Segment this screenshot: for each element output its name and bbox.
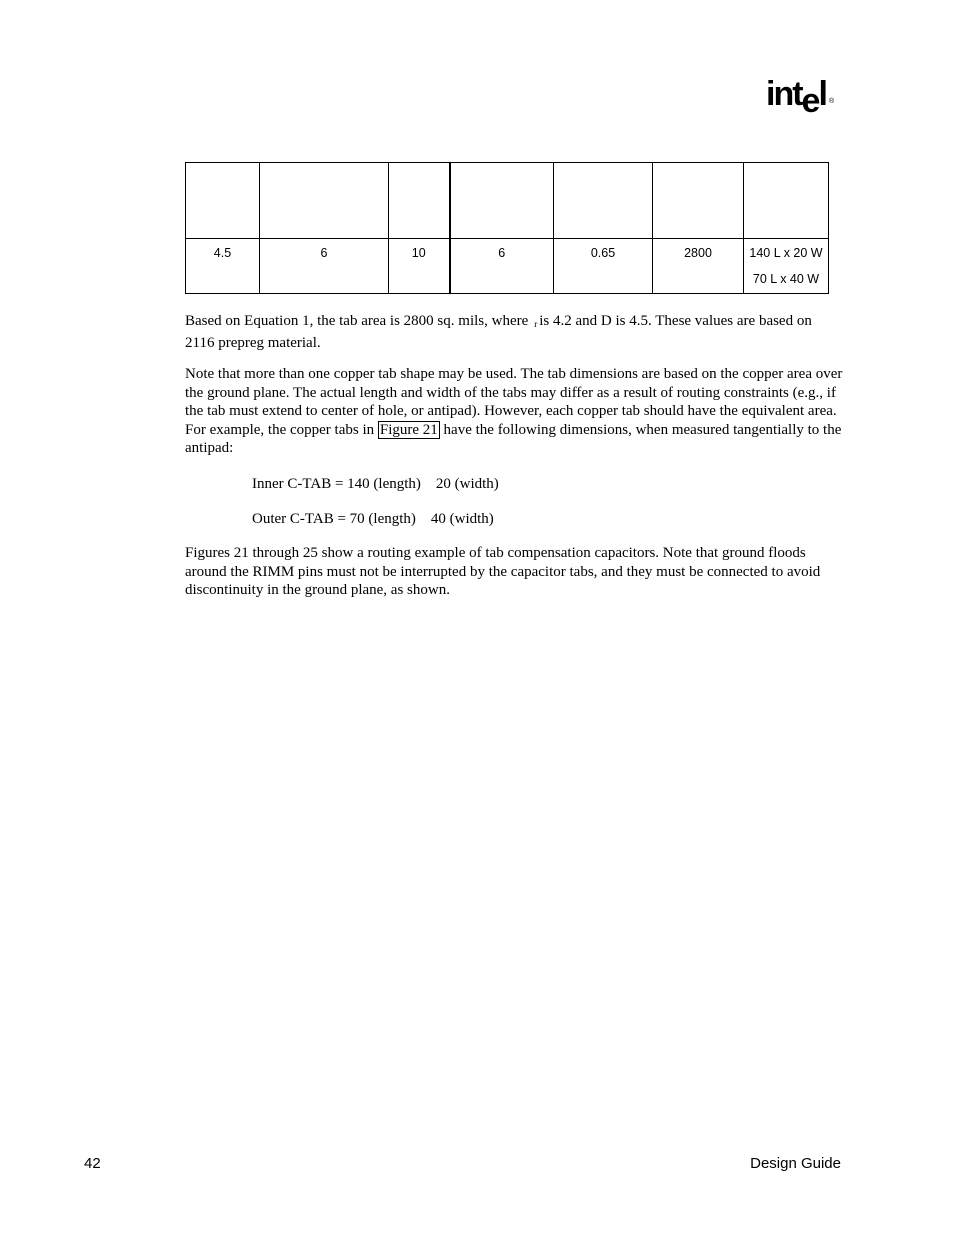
- table-header-cell: [450, 163, 554, 239]
- table-cell: 2800: [653, 239, 744, 294]
- paragraph-routing-example: Figures 21 through 25 show a routing example of tab compensation capacitors. Note that ground floods around the RIMM pins must not be interrupted by the capacitor tabs, and they must be connected to avoid discontinuity in the ground plane, as shown.: [185, 545, 821, 599]
- table-cell-dimensions: [744, 239, 829, 294]
- table-header-cell: [186, 163, 260, 239]
- table-header-cell: [653, 163, 744, 239]
- table-header-cell: [744, 163, 829, 239]
- table-row: [186, 239, 829, 294]
- p2-text-before: Note that more than one copper tab shape may be used. The tab dimensions are based on the copper area over the ground plane. The actual length and width of the tabs may differ as a result of routing constraints (e.g., if the tab must extend to center of hole, or antipad). However, each copper tab should have the equivalent area. For example, the copper tabs in: [185, 366, 843, 438]
- paragraph-tab-shape: [185, 365, 845, 458]
- tab-capacitor-table: [185, 162, 829, 294]
- page-number: 42: [84, 1155, 101, 1172]
- p1-text-before: Based on Equation 1, the tab area is 2800 sq. mils, where: [185, 313, 529, 329]
- p2-text-after: have the following dimensions, when measured tangentially to the antipad:: [185, 421, 842, 457]
- table-cell: 6: [260, 239, 389, 294]
- intel-logo: intel ®: [766, 75, 835, 120]
- p1-text-after: is 4.2 and D is 4.5. These values are based on 2116 prepreg material.: [185, 313, 812, 351]
- document-title: Design Guide: [750, 1155, 841, 1172]
- table-cell: 4.5: [186, 239, 260, 294]
- table-cell: 6: [450, 239, 554, 294]
- table-header-cell: [260, 163, 389, 239]
- registered-mark: ®: [829, 98, 835, 105]
- inner-ctab-dimension: Inner C-TAB = 140 (length) 20 (width): [252, 476, 499, 492]
- table-cell: 0.65: [554, 239, 653, 294]
- epsilon-subscript: r: [534, 319, 538, 329]
- dimension-line-2: 70 L x 40 W: [752, 272, 820, 286]
- table-cell: 10: [389, 239, 450, 294]
- table-header-cell: [554, 163, 653, 239]
- table-header-row: [186, 163, 829, 239]
- figure-21-link[interactable]: Figure 21: [379, 421, 438, 438]
- table-header-cell: [389, 163, 450, 239]
- dimension-line-1: 140 L x 20 W: [749, 246, 823, 260]
- paragraph-tab-area: [185, 312, 845, 352]
- outer-ctab-dimension: Outer C-TAB = 70 (length) 40 (width): [252, 511, 494, 527]
